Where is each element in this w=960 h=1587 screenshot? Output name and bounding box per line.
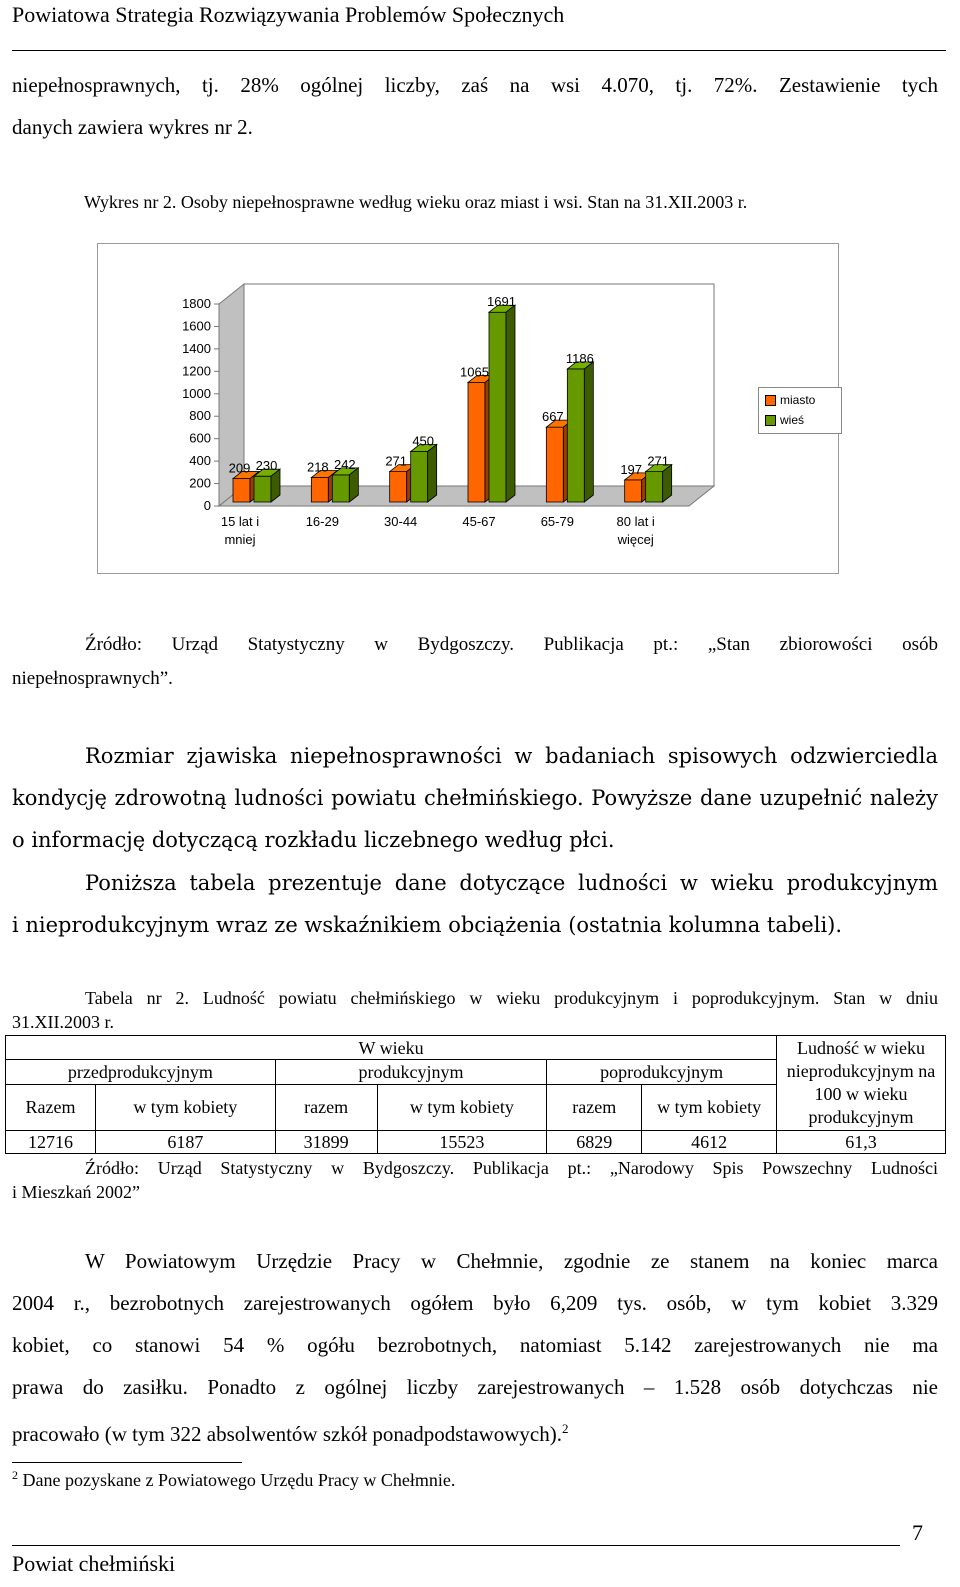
header-w-wieku: W wieku [6,1036,777,1060]
paragraph-1 [12,735,938,861]
legend-swatch-miasto [765,395,776,406]
data-label: 1186 [565,350,594,366]
y-tick-label: 1600 [182,318,211,334]
chart-legend [758,387,842,434]
header-poprodukcyjnym: poprodukcyjnym [547,1060,777,1084]
page-number: 7 [912,1520,923,1545]
source-2 [12,1156,938,1204]
col-header-kobiety-3: w tym kobiety [642,1084,777,1130]
y-tick-label: 200 [189,475,211,491]
y-tick-label: 1400 [182,340,211,356]
bar-miasto [546,427,563,502]
table-cell: 61,3 [777,1131,946,1154]
data-label: 271 [385,453,408,469]
y-tick-label: 1000 [182,385,211,401]
source-1-line-2: niepełnosprawnych”. [12,668,173,689]
bar-wies [254,476,271,502]
bar-side [506,305,515,502]
table-cell: 31899 [275,1131,377,1154]
data-label: 209 [228,460,251,476]
bar-chart [98,244,840,575]
paragraph-2-line-1: Poniższa tabela prezentuje dane dotyczące ludności w wieku produkcyjnym [85,871,938,895]
table-caption [12,986,938,1034]
paragraph-2 [12,862,938,946]
data-table [5,1035,946,1154]
y-tick-label: 800 [189,408,211,424]
x-tick-label: 65-79 [540,514,574,529]
bar-wies [411,452,428,503]
source-1-line-1: Źródło: Urząd Statystyczny w Bydgoszczy. Publikacja pt.: „Stan zbiorowości osób [85,634,938,655]
data-label: 667 [541,409,564,425]
table-cell: 4612 [642,1131,777,1154]
source-1 [12,628,938,696]
source-2-line-1: Źródło: Urząd Statystyczny w Bydgoszczy. Publikacja pt.: „Narodowy Spis Powszechny Ludności [85,1158,938,1178]
col-header-kobiety-1: w tym kobiety [95,1084,275,1130]
data-label: 271 [647,453,670,469]
data-label: 197 [620,461,643,477]
x-tick-label: więcej [617,532,654,547]
bar-miasto [390,472,407,502]
col-header-razem-1: Razem [6,1084,96,1130]
paragraph-1-line-3: o informację dotyczącą rozkładu liczebnego według płci. [12,828,615,852]
table-cell: 12716 [6,1131,96,1154]
paragraph-3-line-3: kobiet, co stanowi 54 % ogółu bezrobotnych, natomiast 5.142 zarejestrowanych nie ma [12,1333,938,1357]
chart-frame [97,243,839,574]
header-title: Powiatowa Strategia Rozwiązywania Problemów Społecznych [12,2,565,27]
legend-label-miasto: miasto [780,393,816,407]
bar-miasto [625,480,642,502]
y-tick-label: 1200 [182,363,211,379]
col-header-razem-2: razem [275,1084,377,1130]
intro-paragraph [12,64,938,148]
x-tick-label: 30-44 [384,514,418,529]
data-label: 450 [412,433,435,449]
paragraph-3 [12,1240,938,1455]
bar-miasto [311,478,328,502]
chart-caption: Wykres nr 2. Osoby niepełnosprawne według wieku oraz miast i wsi. Stan na 31.XII.2003 r. [84,192,748,212]
bar-wies [332,475,349,502]
header-wskaznik: Ludność w wieku nieprodukcyjnym na 100 w wieku produkcyjnym [777,1036,946,1131]
footer-text: Powiat chełmiński [12,1551,176,1576]
table-cell: 6187 [95,1131,275,1154]
footnote-ref: 2 [561,1421,569,1436]
table-cell: 15523 [377,1131,547,1154]
data-label: 218 [306,459,329,475]
y-tick-label: 0 [203,498,211,513]
paragraph-3-line-5: pracowało (w tym 322 absolwentów szkół ponadpodstawowych). [12,1422,562,1446]
table-caption-line-2: 31.XII.2003 r. [12,1012,114,1032]
x-tick-label: 15 lat i [220,514,260,529]
x-tick-label: 80 lat i [616,514,655,529]
paragraph-3-line-4: prawa do zasiłku. Ponadto z ogólnej liczby zarejestrowanych – 1.528 osób dotychczas nie [12,1375,938,1399]
col-header-razem-3: razem [547,1084,642,1130]
source-2-line-2: i Mieszkań 2002” [12,1182,140,1202]
bar-wies [567,369,584,502]
paragraph-1-line-1: Rozmiar zjawiska niepełnosprawności w badaniach spisowych odzwierciedla [85,744,938,768]
footnote-text: Dane pozyskane z Powiatowego Urzędu Pracy w Chełmnie. [22,1470,456,1490]
paragraph-3-line-1: W Powiatowym Urzędzie Pracy w Chełmnie, zgodnie ze stanem na koniec marca [85,1249,938,1273]
paragraph-3-line-2: 2004 r., bezrobotnych zarejestrowanych ogółem było 6,209 tys. osób, w tym kobiet 3.329 [12,1291,938,1315]
table-cell: 6829 [547,1131,642,1154]
data-label: 230 [255,458,278,474]
table-row [6,1131,946,1154]
intro-line-2: danych zawiera wykres nr 2. [12,115,253,139]
bar-side [663,465,672,502]
data-label: 1691 [487,294,516,310]
data-label: 242 [333,456,356,472]
table-caption-line-1: Tabela nr 2. Ludność powiatu chełmińskiego w wieku produkcyjnym i poprodukcyjnym. Stan w dniu [85,988,938,1008]
y-tick-label: 600 [189,430,211,446]
intro-line-1: niepełnosprawnych, tj. 28% ogólnej liczby, zaś na wsi 4.070, tj. 72%. Zestawienie tych [12,73,938,97]
header-przedprodukcyjnym: przedprodukcyjnym [6,1060,276,1084]
x-tick-label: 45-67 [462,514,496,529]
y-tick-label: 1800 [182,296,211,311]
y-tick-label: 400 [189,453,211,469]
bar-side [584,362,593,502]
footnote-number: 2 [12,1468,18,1482]
paragraph-2-line-2: i nieprodukcyjnym wraz ze wskaźnikiem obciążenia (ostatnia kolumna tabeli). [12,913,843,937]
bar-wies [646,472,663,502]
header-rule [12,50,946,51]
bar-wies [489,312,506,502]
x-tick-label: 16-29 [305,514,339,529]
bar-miasto [233,479,250,502]
paragraph-3-line-5-wrap [12,1408,938,1455]
x-tick-label: mniej [224,532,256,547]
header-produkcyjnym: produkcyjnym [275,1060,547,1084]
col-header-kobiety-2: w tym kobiety [377,1084,547,1130]
bar-side [428,445,437,503]
footnote [12,1468,455,1491]
legend-swatch-wies [765,415,776,426]
paragraph-1-line-2: kondycję zdrowotną ludności powiatu chełmińskiego. Powyższe dane uzupełnić należy [12,786,938,810]
data-label: 1065 [460,364,489,380]
footnote-rule [12,1462,242,1463]
legend-label-wies: wieś [780,413,805,427]
bar-miasto [468,382,485,502]
